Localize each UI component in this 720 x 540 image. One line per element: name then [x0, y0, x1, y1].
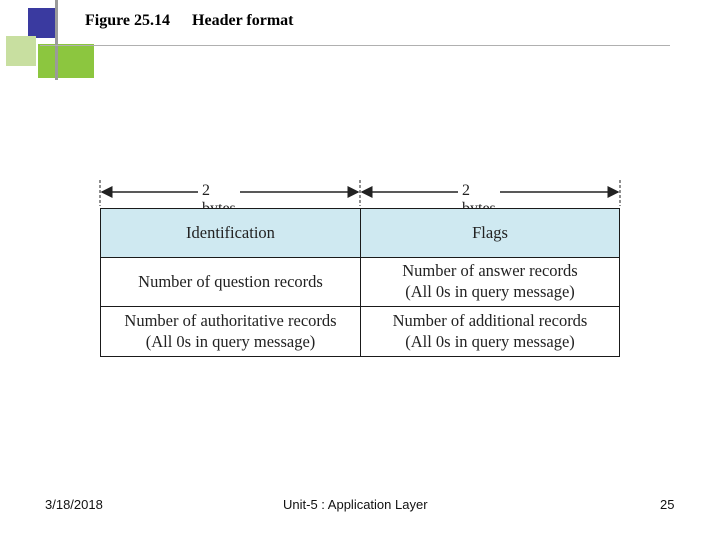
slide-title — [85, 12, 293, 30]
figure-caption: Header format — [192, 12, 294, 29]
byte-width-arrows — [90, 172, 630, 208]
field-answer-records — [360, 257, 620, 307]
footer-title: Unit-5 : Application Layer — [283, 497, 428, 512]
field-question-records — [100, 257, 361, 307]
field-label: Identification — [186, 222, 275, 242]
field-label: Number of question records — [138, 271, 323, 291]
lime-square — [38, 44, 94, 78]
vertical-rule — [55, 0, 58, 80]
title-divider — [40, 45, 670, 46]
field-authoritative-records — [100, 306, 361, 357]
field-flags — [360, 208, 620, 258]
field-label: Number of authoritative records (All 0s in query message) — [124, 310, 337, 351]
figure-number: Figure 25.14 — [85, 12, 171, 29]
field-label: Number of additional records (All 0s in query message) — [392, 310, 588, 351]
field-label: Flags — [472, 222, 508, 242]
byte-width-label-left: 2 — [198, 182, 240, 218]
field-identification — [100, 208, 361, 258]
field-additional-records — [360, 306, 620, 357]
footer-date: 3/18/2018 — [45, 497, 103, 512]
field-label: Number of answer records (All 0s in query message) — [402, 261, 578, 301]
byte-width-label-right: 2 — [458, 182, 500, 218]
page-number: 25 — [660, 497, 675, 512]
light-green-square — [6, 36, 36, 66]
navy-square — [28, 8, 58, 38]
